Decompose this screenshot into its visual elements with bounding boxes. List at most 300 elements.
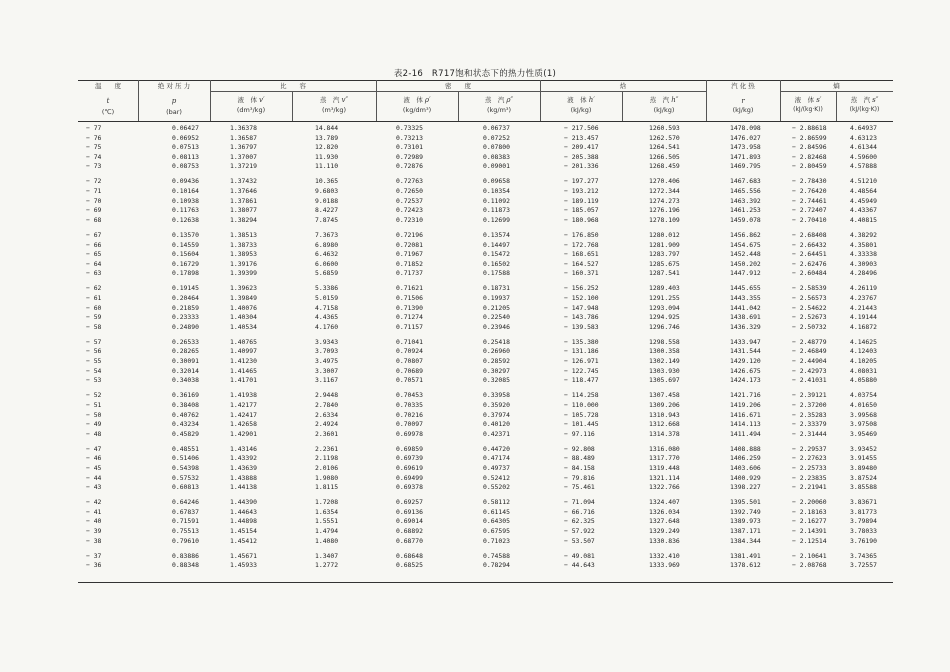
cell-temp: − 73 <box>86 162 102 171</box>
cell-vapor-volume: 12.820 <box>315 143 339 152</box>
cell-liquid-volume: 1.42901 <box>230 429 257 438</box>
cell-vapor-enthalpy: 1316.080 <box>649 444 680 453</box>
cell-vapor-entropy: 3.89480 <box>850 464 877 472</box>
cell-vapor-entropy: 3.97508 <box>850 420 877 429</box>
cell-vapor-entropy: 3.76190 <box>850 536 877 545</box>
table-row <box>78 338 893 348</box>
cell-vapor-entropy: 4.12403 <box>850 347 877 356</box>
header-latent-symbol: r <box>741 97 745 105</box>
cell-liquid-density: 0.72650 <box>396 187 423 196</box>
table-row <box>78 537 893 547</box>
cell-liquid-enthalpy: − 75.461 <box>564 483 595 492</box>
cell-vapor-volume: 1.7208 <box>315 498 339 507</box>
table-row <box>78 517 893 527</box>
cell-liquid-volume: 1.42417 <box>230 410 257 419</box>
cell-liquid-volume: 1.40534 <box>230 322 257 331</box>
cell-liquid-density: 0.68525 <box>396 561 423 570</box>
header-temp-title: 温 度 <box>95 82 121 90</box>
table-row <box>78 162 893 172</box>
cell-liquid-volume: 1.39849 <box>230 294 257 302</box>
cell-vapor-enthalpy: 1333.969 <box>649 561 680 570</box>
cell-latent-heat: 1419.206 <box>730 400 761 409</box>
cell-liquid-density: 0.70571 <box>396 376 423 385</box>
cell-vapor-enthalpy: 1281.909 <box>649 240 680 249</box>
cell-vapor-volume: 4.4365 <box>315 313 339 322</box>
table-row <box>78 250 893 260</box>
cell-liquid-density: 0.72196 <box>396 230 423 239</box>
table-row <box>78 124 893 134</box>
table-row <box>78 197 893 207</box>
cell-liquid-density: 0.69014 <box>396 517 423 526</box>
cell-temp: − 51 <box>86 400 102 409</box>
cell-pressure: 0.83886 <box>172 551 199 560</box>
cell-vapor-enthalpy: 1332.410 <box>649 551 680 560</box>
cell-liquid-entropy: − 2.44904 <box>792 357 827 366</box>
cell-temp: − 37 <box>86 551 102 560</box>
cell-liquid-entropy: − 2.37200 <box>792 400 827 409</box>
cell-vapor-density: 0.12699 <box>483 215 510 224</box>
cell-liquid-enthalpy: − 92.808 <box>564 444 595 453</box>
cell-liquid-volume: 1.40304 <box>230 313 257 322</box>
cell-vapor-volume: 3.7093 <box>315 347 339 356</box>
cell-vapor-enthalpy: 1268.459 <box>649 162 680 171</box>
cell-vapor-density: 0.23946 <box>483 322 510 331</box>
cell-vapor-entropy: 4.23767 <box>850 294 877 302</box>
cell-liquid-entropy: − 2.56573 <box>792 294 827 302</box>
cell-liquid-entropy: − 2.16277 <box>792 517 827 526</box>
cell-liquid-volume: 1.37007 <box>230 152 257 161</box>
table-top-rule <box>78 80 893 81</box>
table-row <box>78 527 893 537</box>
cell-vapor-entropy: 4.43367 <box>850 206 877 215</box>
cell-pressure: 0.08753 <box>172 162 199 171</box>
table-row <box>78 177 893 187</box>
cell-liquid-volume: 1.39399 <box>230 269 257 278</box>
cell-pressure: 0.19145 <box>172 284 199 293</box>
cell-liquid-entropy: − 2.66432 <box>792 240 827 249</box>
cell-vapor-density: 0.55202 <box>483 483 510 492</box>
header-pressure-symbol: p <box>171 97 177 105</box>
cell-temp: − 65 <box>86 250 102 259</box>
header-enthalpy-vapor: 蒸 汽 h″ <box>649 96 679 104</box>
row-group <box>78 177 893 225</box>
cell-vapor-entropy: 4.33338 <box>850 250 877 259</box>
cell-pressure: 0.30091 <box>172 357 199 366</box>
cell-pressure: 0.34038 <box>172 376 199 385</box>
cell-vapor-entropy: 4.28496 <box>850 269 877 278</box>
cell-liquid-density: 0.71852 <box>396 259 423 268</box>
cell-liquid-density: 0.73101 <box>396 143 423 152</box>
cell-pressure: 0.57532 <box>172 473 199 482</box>
cell-vapor-entropy: 4.05880 <box>850 376 877 385</box>
cell-liquid-enthalpy: − 139.583 <box>564 322 599 331</box>
cell-liquid-enthalpy: − 193.212 <box>564 187 599 196</box>
cell-vapor-density: 0.42371 <box>483 429 510 438</box>
header-pressure-title: 绝 对 压 力 <box>157 82 191 90</box>
cell-vapor-density: 0.22540 <box>483 313 510 322</box>
cell-latent-heat: 1438.691 <box>730 313 761 322</box>
cell-vapor-entropy: 4.51210 <box>850 177 877 186</box>
cell-liquid-volume: 1.38513 <box>230 230 257 239</box>
cell-liquid-entropy: − 2.74461 <box>792 196 827 205</box>
cell-temp: − 49 <box>86 420 102 429</box>
table-row <box>78 241 893 251</box>
cell-pressure: 0.08113 <box>172 152 199 161</box>
cell-vapor-enthalpy: 1309.206 <box>649 400 680 409</box>
cell-liquid-enthalpy: − 156.252 <box>564 284 599 293</box>
cell-liquid-entropy: − 2.88618 <box>792 124 827 132</box>
cell-pressure: 0.79610 <box>172 536 199 545</box>
cell-liquid-enthalpy: − 176.850 <box>564 230 599 239</box>
cell-vapor-volume: 8.4227 <box>315 206 339 215</box>
header-enthalpy-title: 焓 <box>619 82 627 90</box>
cell-latent-heat: 1473.958 <box>730 143 761 152</box>
cell-vapor-volume: 9.0188 <box>315 196 339 205</box>
cell-latent-heat: 1429.120 <box>730 357 761 366</box>
cell-latent-heat: 1384.344 <box>730 536 761 545</box>
cell-temp: − 64 <box>86 259 102 268</box>
header-temp-unit: (℃) <box>101 108 115 116</box>
row-group <box>78 231 893 279</box>
header-volume-title: 比 容 <box>280 82 306 90</box>
cell-liquid-volume: 1.38077 <box>230 206 257 215</box>
table-row <box>78 498 893 508</box>
cell-vapor-entropy: 4.26119 <box>850 284 877 293</box>
cell-vapor-enthalpy: 1266.505 <box>649 152 680 161</box>
cell-temp: − 72 <box>86 177 102 186</box>
cell-temp: − 55 <box>86 357 102 366</box>
cell-vapor-enthalpy: 1291.255 <box>649 294 680 302</box>
cell-vapor-volume: 6.8980 <box>315 240 339 249</box>
cell-vapor-entropy: 4.38292 <box>850 230 877 239</box>
cell-latent-heat: 1416.671 <box>730 410 761 419</box>
cell-latent-heat: 1465.556 <box>730 187 761 196</box>
cell-temp: − 50 <box>86 410 102 419</box>
cell-liquid-density: 0.69739 <box>396 454 423 463</box>
cell-latent-heat: 1433.947 <box>730 337 761 346</box>
cell-vapor-entropy: 4.48564 <box>850 187 877 196</box>
cell-vapor-enthalpy: 1324.407 <box>649 498 680 507</box>
cell-liquid-volume: 1.41230 <box>230 357 257 366</box>
table-row <box>78 134 893 144</box>
cell-vapor-entropy: 4.21443 <box>850 303 877 312</box>
cell-vapor-density: 0.09658 <box>483 177 510 186</box>
cell-liquid-enthalpy: − 122.745 <box>564 366 599 375</box>
table-body <box>78 124 893 576</box>
cell-vapor-entropy: 4.59600 <box>850 152 877 161</box>
cell-liquid-entropy: − 2.14391 <box>792 527 827 536</box>
cell-vapor-entropy: 4.19144 <box>850 313 877 322</box>
cell-latent-heat: 1445.655 <box>730 284 761 293</box>
cell-liquid-volume: 1.39623 <box>230 284 257 293</box>
table-row <box>78 561 893 571</box>
cell-vapor-enthalpy: 1270.406 <box>649 177 680 186</box>
cell-latent-heat: 1398.227 <box>730 483 761 492</box>
cell-liquid-density: 0.71157 <box>396 322 423 331</box>
cell-liquid-enthalpy: − 88.489 <box>564 454 595 463</box>
cell-vapor-enthalpy: 1310.943 <box>649 410 680 419</box>
cell-pressure: 0.48551 <box>172 444 199 453</box>
cell-latent-heat: 1443.355 <box>730 294 761 302</box>
cell-liquid-density: 0.70335 <box>396 400 423 409</box>
cell-liquid-density: 0.70453 <box>396 391 423 400</box>
cell-vapor-volume: 5.6859 <box>315 269 339 278</box>
cell-liquid-enthalpy: − 79.816 <box>564 473 595 482</box>
cell-liquid-volume: 1.44138 <box>230 483 257 492</box>
cell-pressure: 0.10938 <box>172 196 199 205</box>
row-group <box>78 284 893 332</box>
cell-vapor-volume: 1.8115 <box>315 483 339 492</box>
table-row <box>78 401 893 411</box>
cell-latent-heat: 1461.253 <box>730 206 761 215</box>
cell-temp: − 45 <box>86 464 102 472</box>
table-row <box>78 260 893 270</box>
cell-pressure: 0.40762 <box>172 410 199 419</box>
cell-vapor-enthalpy: 1293.094 <box>649 303 680 312</box>
table-row <box>78 187 893 197</box>
row-group <box>78 391 893 439</box>
table-row <box>78 454 893 464</box>
cell-latent-heat: 1463.392 <box>730 196 761 205</box>
cell-vapor-entropy: 4.45949 <box>850 196 877 205</box>
cell-liquid-entropy: − 2.10641 <box>792 551 827 560</box>
cell-vapor-entropy: 4.03754 <box>850 391 877 400</box>
cell-latent-heat: 1421.716 <box>730 391 761 400</box>
cell-temp: − 66 <box>86 240 102 249</box>
table-row <box>78 508 893 518</box>
cell-vapor-enthalpy: 1314.378 <box>649 429 680 438</box>
cell-temp: − 47 <box>86 444 102 453</box>
cell-vapor-enthalpy: 1329.249 <box>649 527 680 536</box>
cell-vapor-entropy: 3.91455 <box>850 454 877 463</box>
cell-vapor-volume: 7.3673 <box>315 230 339 239</box>
cell-latent-heat: 1452.448 <box>730 250 761 259</box>
table-row <box>78 367 893 377</box>
cell-vapor-enthalpy: 1327.648 <box>649 517 680 526</box>
cell-vapor-entropy: 3.79894 <box>850 517 877 526</box>
table-bottom-rule <box>78 582 893 583</box>
table-row <box>78 411 893 421</box>
table-title: 表2-16 R717饱和状态下的热力性质(1) <box>393 69 557 79</box>
cell-vapor-volume: 1.5551 <box>315 517 339 526</box>
cell-liquid-volume: 1.43146 <box>230 444 257 453</box>
cell-vapor-density: 0.21205 <box>483 303 510 312</box>
cell-liquid-density: 0.71041 <box>396 337 423 346</box>
cell-latent-heat: 1441.042 <box>730 303 761 312</box>
cell-vapor-density: 0.67595 <box>483 527 510 536</box>
cell-liquid-density: 0.71274 <box>396 313 423 322</box>
cell-latent-heat: 1411.494 <box>730 429 761 438</box>
cell-vapor-enthalpy: 1287.541 <box>649 269 680 278</box>
cell-vapor-density: 0.30297 <box>483 366 510 375</box>
cell-liquid-enthalpy: − 147.948 <box>564 303 599 312</box>
cell-liquid-density: 0.71967 <box>396 250 423 259</box>
cell-vapor-density: 0.52412 <box>483 473 510 482</box>
cell-vapor-volume: 10.365 <box>315 177 339 186</box>
cell-temp: − 71 <box>86 187 102 196</box>
cell-temp: − 62 <box>86 284 102 293</box>
table-row <box>78 464 893 474</box>
cell-liquid-entropy: − 2.23835 <box>792 473 827 482</box>
cell-vapor-volume: 11.930 <box>315 152 339 161</box>
cell-liquid-entropy: − 2.27623 <box>792 454 827 463</box>
cell-vapor-volume: 1.4794 <box>315 527 339 536</box>
cell-liquid-entropy: − 2.76420 <box>792 187 827 196</box>
cell-liquid-volume: 1.45412 <box>230 536 257 545</box>
cell-liquid-enthalpy: − 185.057 <box>564 206 599 215</box>
cell-vapor-entropy: 3.87524 <box>850 473 877 482</box>
cell-pressure: 0.45829 <box>172 429 199 438</box>
cell-temp: − 44 <box>86 473 102 482</box>
cell-vapor-density: 0.19937 <box>483 294 510 302</box>
header-enthalpy-liquid: 液 体 h′ <box>567 96 595 104</box>
cell-vapor-enthalpy: 1274.273 <box>649 196 680 205</box>
cell-temp: − 76 <box>86 133 102 142</box>
table-row <box>78 430 893 440</box>
cell-vapor-density: 0.25418 <box>483 337 510 346</box>
header-density-liquid: 液 体 ρ′ <box>403 96 431 104</box>
cell-temp: − 56 <box>86 347 102 356</box>
cell-pressure: 0.26533 <box>172 337 199 346</box>
cell-vapor-density: 0.58112 <box>483 498 510 507</box>
cell-liquid-enthalpy: − 217.506 <box>564 124 599 132</box>
cell-liquid-density: 0.73213 <box>396 133 423 142</box>
cell-latent-heat: 1403.606 <box>730 464 761 472</box>
cell-vapor-volume: 13.789 <box>315 133 339 142</box>
cell-liquid-density: 0.69378 <box>396 483 423 492</box>
cell-vapor-density: 0.78294 <box>483 561 510 570</box>
cell-vapor-density: 0.44720 <box>483 444 510 453</box>
cell-pressure: 0.20464 <box>172 294 199 302</box>
cell-vapor-volume: 9.6803 <box>315 187 339 196</box>
cell-vapor-density: 0.40120 <box>483 420 510 429</box>
cell-vapor-volume: 2.2361 <box>315 444 339 453</box>
cell-temp: − 39 <box>86 527 102 536</box>
table-row <box>78 216 893 226</box>
cell-pressure: 0.38408 <box>172 400 199 409</box>
cell-liquid-volume: 1.43639 <box>230 464 257 472</box>
cell-liquid-volume: 1.45933 <box>230 561 257 570</box>
cell-vapor-entropy: 3.95469 <box>850 429 877 438</box>
cell-liquid-volume: 1.41465 <box>230 366 257 375</box>
cell-liquid-enthalpy: − 66.716 <box>564 507 595 516</box>
header-entropy-vapor-unit: (kJ/(kg·K)) <box>849 106 880 113</box>
cell-vapor-density: 0.64305 <box>483 517 510 526</box>
cell-latent-heat: 1459.078 <box>730 215 761 224</box>
cell-liquid-volume: 1.43392 <box>230 454 257 463</box>
cell-vapor-enthalpy: 1296.746 <box>649 322 680 331</box>
cell-latent-heat: 1454.675 <box>730 240 761 249</box>
cell-vapor-enthalpy: 1330.836 <box>649 536 680 545</box>
header-volume-vapor-unit: (m³/kg) <box>321 106 347 114</box>
cell-liquid-enthalpy: − 189.119 <box>564 196 599 205</box>
row-group <box>78 124 893 172</box>
cell-temp: − 61 <box>86 294 102 302</box>
cell-liquid-enthalpy: − 213.457 <box>564 133 599 142</box>
cell-vapor-density: 0.07252 <box>483 133 510 142</box>
cell-temp: − 75 <box>86 143 102 152</box>
table-row <box>78 420 893 430</box>
cell-vapor-density: 0.33958 <box>483 391 510 400</box>
cell-pressure: 0.54398 <box>172 464 199 472</box>
cell-vapor-volume: 7.8745 <box>315 215 339 224</box>
cell-vapor-enthalpy: 1321.114 <box>649 473 680 482</box>
cell-liquid-entropy: − 2.46849 <box>792 347 827 356</box>
cell-liquid-enthalpy: − 168.651 <box>564 250 599 259</box>
cell-vapor-density: 0.07800 <box>483 143 510 152</box>
cell-vapor-density: 0.61145 <box>483 507 510 516</box>
header-entropy-liquid: 液 体 s′ <box>794 96 822 104</box>
header-volume-liquid-unit: (dm³/kg) <box>236 106 266 114</box>
cell-pressure: 0.43234 <box>172 420 199 429</box>
cell-liquid-volume: 1.38953 <box>230 250 257 259</box>
table-row <box>78 474 893 484</box>
cell-latent-heat: 1387.171 <box>730 527 761 536</box>
cell-vapor-entropy: 4.35801 <box>850 240 877 249</box>
cell-vapor-entropy: 4.16872 <box>850 322 877 331</box>
cell-liquid-entropy: − 2.86599 <box>792 133 827 142</box>
cell-vapor-enthalpy: 1262.570 <box>649 133 680 142</box>
cell-latent-heat: 1392.749 <box>730 507 761 516</box>
cell-liquid-entropy: − 2.84596 <box>792 143 827 152</box>
header-entropy-vapor: 蒸 汽 s″ <box>850 96 879 104</box>
cell-vapor-volume: 2.9448 <box>315 391 339 400</box>
cell-vapor-enthalpy: 1322.766 <box>649 483 680 492</box>
header-temp-symbol: t <box>106 97 110 105</box>
cell-pressure: 0.16729 <box>172 259 199 268</box>
cell-vapor-density: 0.14497 <box>483 240 510 249</box>
cell-vapor-entropy: 4.40815 <box>850 215 877 224</box>
table-row <box>78 323 893 333</box>
cell-pressure: 0.13570 <box>172 230 199 239</box>
cell-vapor-entropy: 4.63123 <box>850 133 877 142</box>
cell-liquid-entropy: − 2.58539 <box>792 284 827 293</box>
cell-liquid-density: 0.72989 <box>396 152 423 161</box>
cell-vapor-volume: 1.3407 <box>315 551 339 560</box>
cell-vapor-density: 0.26960 <box>483 347 510 356</box>
header-density-title: 密 度 <box>445 82 471 90</box>
cell-liquid-enthalpy: − 197.277 <box>564 177 599 186</box>
cell-vapor-enthalpy: 1264.541 <box>649 143 680 152</box>
cell-liquid-entropy: − 2.52673 <box>792 313 827 322</box>
cell-vapor-density: 0.11092 <box>483 196 510 205</box>
cell-liquid-volume: 1.41938 <box>230 391 257 400</box>
cell-vapor-volume: 2.0106 <box>315 464 339 472</box>
cell-liquid-enthalpy: − 126.971 <box>564 357 599 366</box>
cell-latent-heat: 1450.202 <box>730 259 761 268</box>
cell-vapor-entropy: 4.08031 <box>850 366 877 375</box>
cell-vapor-entropy: 3.72557 <box>850 561 877 570</box>
cell-latent-heat: 1478.098 <box>730 124 761 132</box>
cell-liquid-entropy: − 2.54622 <box>792 303 827 312</box>
cell-vapor-volume: 3.9343 <box>315 337 339 346</box>
cell-liquid-enthalpy: − 71.094 <box>564 498 595 507</box>
cell-pressure: 0.60813 <box>172 483 199 492</box>
cell-vapor-volume: 2.7840 <box>315 400 339 409</box>
cell-latent-heat: 1436.329 <box>730 322 761 331</box>
cell-vapor-density: 0.17588 <box>483 269 510 278</box>
cell-vapor-entropy: 4.64937 <box>850 124 877 132</box>
cell-temp: − 68 <box>86 215 102 224</box>
cell-vapor-density: 0.71023 <box>483 536 510 545</box>
cell-vapor-enthalpy: 1302.149 <box>649 357 680 366</box>
cell-pressure: 0.36169 <box>172 391 199 400</box>
cell-latent-heat: 1431.544 <box>730 347 761 356</box>
cell-pressure: 0.71591 <box>172 517 199 526</box>
table-row <box>78 153 893 163</box>
cell-pressure: 0.32014 <box>172 366 199 375</box>
cell-vapor-density: 0.08383 <box>483 152 510 161</box>
